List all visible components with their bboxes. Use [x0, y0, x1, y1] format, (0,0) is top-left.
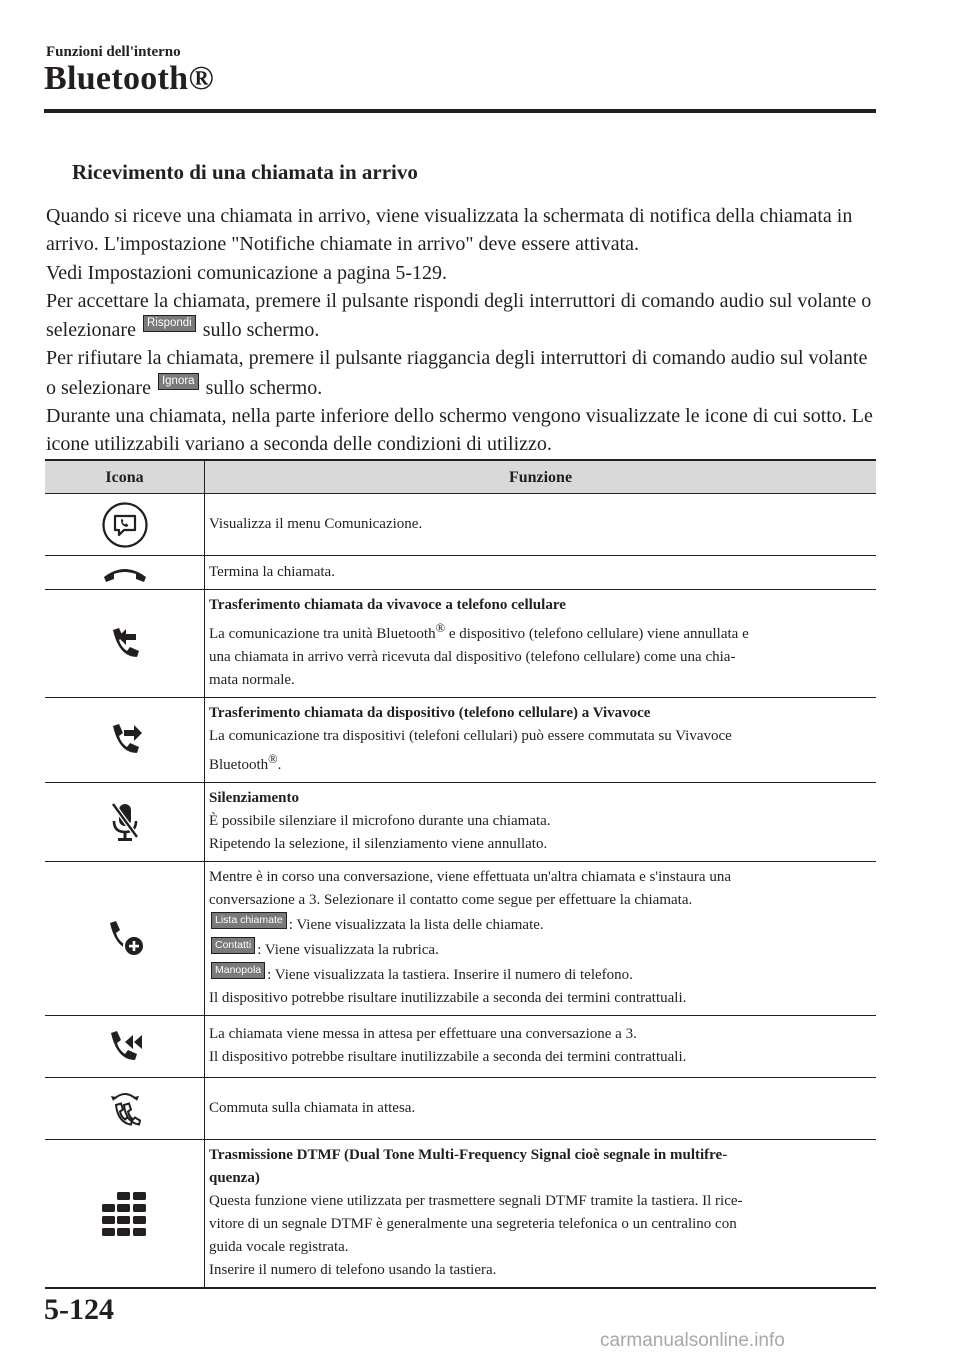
intro-paragraph-2: Vedi Impostazioni comunicazione a pagina 5-129.: [46, 261, 447, 284]
table-row: [45, 1078, 876, 1140]
column-header-icon: Icona: [45, 460, 205, 494]
keypad-icon: [100, 1190, 150, 1238]
transfer-to-phone-icon: [105, 624, 145, 664]
intro-paragraph-1: Quando si riceve una chiamata in arrivo, viene visualizzata la schermata di notifica della chiamata in arrivo. L'impostazione "Notifiche chiamate in arrivo" deve essere attivata.: [46, 205, 853, 256]
intro-paragraph-reject: Per rifiutare la chiamata, premere il pulsante riaggancia degli interruttori di comando audio sul volante o selezionare Ignora sullo schermo.: [46, 347, 868, 399]
function-title: Trasferimento chiamata da dispositivo (telefono cellulare) a Vivavoce: [209, 705, 651, 721]
page-title: Bluetooth®: [44, 60, 215, 97]
answer-button-image: Rispondi: [143, 315, 196, 332]
column-header-function: Funzione: [205, 460, 877, 494]
function-title: Silenziamento: [209, 790, 299, 806]
ignore-button-image: Ignora: [158, 373, 199, 390]
intro-text: [46, 202, 876, 459]
table-row: Trasferimento chiamata da dispositivo (telefono cellulare) a Vivavoce La comunicazione tra dispositivi (telefoni cellulari) può essere commutata su Vivavoce Bluetooth®.: [45, 698, 876, 783]
contacts-button-image: Contatti: [211, 937, 255, 954]
keypad-button-image: Manopola: [211, 962, 265, 979]
icon-function-table: [45, 459, 876, 1289]
call-list-button-image: Lista chiamate: [211, 912, 287, 929]
communication-menu-icon: [101, 501, 149, 549]
add-call-icon: [104, 918, 146, 960]
function-title: Trasferimento chiamata da vivavoce a telefono cellulare: [209, 597, 566, 613]
conference-call-icon: [105, 1027, 145, 1067]
table-header-row: [45, 460, 876, 494]
table-row: Silenziamento È possibile silenziare il microfono durante una chiamata. Ripetendo la selezione, il silenziamento viene annullato.: [45, 783, 876, 862]
function-title: Trasmissione DTMF (Dual Tone Multi-Frequency Signal cioè segnale in multifre-: [209, 1147, 728, 1163]
function-text: Termina la chiamata.: [205, 556, 877, 590]
function-text: Commuta sulla chiamata in attesa.: [205, 1078, 877, 1140]
intro-paragraph-icons: Durante una chiamata, nella parte inferiore dello schermo vengono visualizzate le icone di cui sotto. Le icone utilizzabili variano a seconda delle condizioni di utilizzo.: [46, 405, 873, 456]
page-number: 5-124: [44, 1293, 114, 1326]
intro-paragraph-answer: Per accettare la chiamata, premere il pulsante rispondi degli interruttori di comando audio sul volante o selezionare Rispondi sullo schermo.: [46, 289, 872, 342]
table-row: [45, 556, 876, 590]
table-row: La chiamata viene messa in attesa per effettuare una conversazione a 3. Il dispositivo potrebbe risultare inutilizzabile a seconda dei termini contrattuali.: [45, 1016, 876, 1078]
swap-call-icon: [105, 1087, 145, 1131]
table-row: Trasmissione DTMF (Dual Tone Multi-Frequency Signal cioè segnale in multifre- quenza) Questa funzione viene utilizzata per trasmettere segnali DTMF tramite la tastiera. Il rice- vitore di un segnale DTMF è generalmente una segreteria telefonica o un centralino con guida vocale registrata. Inserire il numero di telefono usando la tastiera.: [45, 1140, 876, 1289]
section-title: Ricevimento di una chiamata in arrivo: [72, 160, 418, 184]
chapter-label: Funzioni dell'interno: [46, 44, 181, 60]
header-rule: [44, 109, 876, 113]
mute-microphone-icon: [110, 801, 140, 843]
watermark: carmanualsonline.info: [600, 1330, 785, 1351]
table-row: [45, 494, 876, 556]
table-row: Trasferimento chiamata da vivavoce a telefono cellulare La comunicazione tra unità Bluetooth® e dispositivo (telefono cellulare) viene annullata e una chiamata in arrivo verrà ricevuta dal dispositivo (telefono cellulare) come una chia- mata normale.: [45, 590, 876, 698]
transfer-to-handsfree-icon: [105, 720, 145, 760]
function-text: Visualizza il menu Comunicazione.: [205, 494, 877, 556]
end-call-icon: [100, 562, 150, 584]
table-row: Mentre è in corso una conversazione, viene effettuata un'altra chiamata e s'instaura una conversazione a 3. Selezionare il contatto come segue per effettuare la chiamata. Lista chiamate : Viene visualizzata la lista delle chiamate. Contatti : Viene visualizzata la rubrica. Manopola : Viene visualizzata la tastiera. Inserire il numero di telefono. Il dispositivo potrebbe risultare inutilizzabile a seconda dei termini contrattuali.: [45, 862, 876, 1016]
